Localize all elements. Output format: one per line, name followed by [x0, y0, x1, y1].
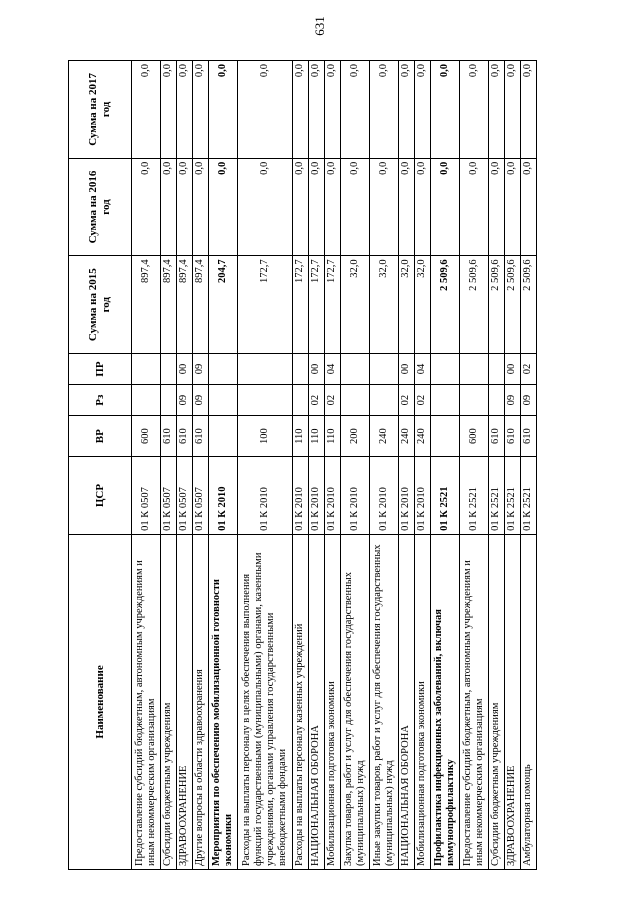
row-sum-2015: 32,0 — [399, 256, 415, 354]
row-pr: 00 — [399, 354, 415, 385]
row-pr — [370, 354, 399, 385]
row-pr: 09 — [193, 354, 209, 385]
row-sum-2017: 0,0 — [341, 61, 370, 159]
table-row — [505, 61, 521, 870]
row-sum-2015: 2 509,6 — [521, 256, 537, 354]
row-vr: 610 — [505, 416, 521, 457]
row-rz: 02 — [399, 385, 415, 416]
table-row — [431, 61, 460, 870]
row-name: Расходы на выплаты персоналу в целях обеспечения выполнения функций государственными (муниципальными) органами, казенными учреждениями, органами управления государственными внебюджетными фондами — [238, 534, 293, 869]
table-row — [460, 61, 489, 870]
row-pr: 00 — [309, 354, 325, 385]
row-sum-2016: 0,0 — [193, 158, 209, 256]
row-sum-2015: 172,7 — [325, 256, 341, 354]
row-csr: 01 К 2010 — [415, 457, 431, 535]
row-pr — [460, 354, 489, 385]
header-sum-2017: Сумма на 2017 год — [69, 61, 132, 159]
row-name: ЗДРАВООХРАНЕНИЕ — [177, 534, 193, 869]
row-rz — [238, 385, 293, 416]
row-pr — [238, 354, 293, 385]
row-csr: 01 К 0507 — [177, 457, 193, 535]
table-row — [489, 61, 505, 870]
row-name: Мероприятия по обеспечению мобилизационной готовности экономики — [209, 534, 238, 869]
row-name: Закупка товаров, работ и услуг для обеспечения государственных (муниципальных) нужд — [341, 534, 370, 869]
row-sum-2015: 897,4 — [193, 256, 209, 354]
row-vr — [209, 416, 238, 457]
row-vr: 610 — [177, 416, 193, 457]
table-row — [209, 61, 238, 870]
row-rz — [431, 385, 460, 416]
row-rz: 09 — [177, 385, 193, 416]
row-sum-2017: 0,0 — [132, 61, 161, 159]
header-vr: ВР — [69, 416, 132, 457]
row-sum-2016: 0,0 — [489, 158, 505, 256]
row-sum-2015: 172,7 — [309, 256, 325, 354]
table-row — [161, 61, 177, 870]
row-vr: 240 — [415, 416, 431, 457]
row-vr: 600 — [132, 416, 161, 457]
row-sum-2016: 0,0 — [132, 158, 161, 256]
row-csr: 01 К 0507 — [132, 457, 161, 535]
header-name: Наименование — [69, 534, 132, 869]
row-pr: 04 — [415, 354, 431, 385]
row-sum-2016: 0,0 — [431, 158, 460, 256]
row-sum-2016: 0,0 — [209, 158, 238, 256]
row-name: Мобилизационная подготовка экономики — [325, 534, 341, 869]
row-pr — [341, 354, 370, 385]
row-sum-2017: 0,0 — [521, 61, 537, 159]
row-name: Другие вопросы в области здравоохранения — [193, 534, 209, 869]
row-sum-2017: 0,0 — [431, 61, 460, 159]
row-sum-2017: 0,0 — [325, 61, 341, 159]
row-csr: 01 К 2010 — [341, 457, 370, 535]
row-pr — [489, 354, 505, 385]
row-csr: 01 К 2010 — [399, 457, 415, 535]
row-pr — [132, 354, 161, 385]
row-sum-2016: 0,0 — [161, 158, 177, 256]
row-name: ЗДРАВООХРАНЕНИЕ — [505, 534, 521, 869]
table-row — [325, 61, 341, 870]
row-sum-2017: 0,0 — [293, 61, 309, 159]
row-rz — [489, 385, 505, 416]
row-sum-2016: 0,0 — [309, 158, 325, 256]
row-pr — [431, 354, 460, 385]
row-sum-2017: 0,0 — [505, 61, 521, 159]
row-sum-2015: 2 509,6 — [460, 256, 489, 354]
row-pr — [161, 354, 177, 385]
row-name: Субсидии бюджетным учреждениям — [161, 534, 177, 869]
row-csr: 01 К 2521 — [521, 457, 537, 535]
row-name: Иные закупки товаров, работ и услуг для обеспечения государственных (муниципальных) нужд — [370, 534, 399, 869]
row-sum-2015: 204,7 — [209, 256, 238, 354]
row-csr: 01 К 2010 — [370, 457, 399, 535]
row-csr: 01 К 0507 — [161, 457, 177, 535]
row-name: Расходы на выплаты персоналу казенных учреждений — [293, 534, 309, 869]
row-vr: 600 — [460, 416, 489, 457]
row-name: Предоставление субсидий бюджетным, автономным учреждениям и иным некоммерческим организациям — [460, 534, 489, 869]
row-pr — [209, 354, 238, 385]
table-row — [399, 61, 415, 870]
row-vr: 610 — [161, 416, 177, 457]
row-rz — [209, 385, 238, 416]
row-rz — [341, 385, 370, 416]
row-vr: 610 — [521, 416, 537, 457]
row-sum-2016: 0,0 — [341, 158, 370, 256]
row-csr: 01 К 2521 — [505, 457, 521, 535]
header-csr: ЦСР — [69, 457, 132, 535]
row-sum-2017: 0,0 — [399, 61, 415, 159]
row-pr: 04 — [325, 354, 341, 385]
row-rz: 09 — [505, 385, 521, 416]
row-sum-2015: 2 509,6 — [489, 256, 505, 354]
row-sum-2017: 0,0 — [209, 61, 238, 159]
row-csr: 01 К 2010 — [293, 457, 309, 535]
page-number: 631 — [312, 16, 327, 36]
table-row — [521, 61, 537, 870]
row-name: НАЦИОНАЛЬНАЯ ОБОРОНА — [309, 534, 325, 869]
row-rz: 02 — [325, 385, 341, 416]
table-row — [238, 61, 293, 870]
row-sum-2016: 0,0 — [370, 158, 399, 256]
row-rz: 09 — [521, 385, 537, 416]
row-sum-2015: 32,0 — [370, 256, 399, 354]
row-vr — [431, 416, 460, 457]
table-row — [132, 61, 161, 870]
row-csr: 01 К 2010 — [209, 457, 238, 535]
row-rz — [161, 385, 177, 416]
row-csr: 01 К 2010 — [238, 457, 293, 535]
row-name: Субсидии бюджетным учреждениям — [489, 534, 505, 869]
row-sum-2016: 0,0 — [460, 158, 489, 256]
row-name: Амбулаторная помощь — [521, 534, 537, 869]
row-sum-2015: 172,7 — [293, 256, 309, 354]
row-csr: 01 К 2010 — [309, 457, 325, 535]
row-csr: 01 К 2521 — [460, 457, 489, 535]
table-row — [370, 61, 399, 870]
budget-table-container — [68, 60, 534, 870]
table-row — [177, 61, 193, 870]
row-csr: 01 К 2521 — [431, 457, 460, 535]
row-sum-2015: 897,4 — [177, 256, 193, 354]
row-sum-2015: 897,4 — [161, 256, 177, 354]
row-sum-2017: 0,0 — [238, 61, 293, 159]
row-sum-2016: 0,0 — [415, 158, 431, 256]
row-sum-2015: 32,0 — [415, 256, 431, 354]
row-rz: 09 — [193, 385, 209, 416]
row-vr: 110 — [293, 416, 309, 457]
table-row — [293, 61, 309, 870]
table-header-row — [69, 61, 132, 870]
header-sum-2016: Сумма на 2016 год — [69, 158, 132, 256]
row-name: Профилактика инфекционных заболеваний, включая иммунопрофилактику — [431, 534, 460, 869]
row-vr: 610 — [193, 416, 209, 457]
row-rz — [132, 385, 161, 416]
row-pr: 00 — [177, 354, 193, 385]
row-sum-2016: 0,0 — [177, 158, 193, 256]
row-csr: 01 К 2010 — [325, 457, 341, 535]
row-sum-2015: 2 509,6 — [505, 256, 521, 354]
row-sum-2016: 0,0 — [293, 158, 309, 256]
row-csr: 01 К 2521 — [489, 457, 505, 535]
header-sum-2015: Сумма на 2015 год — [69, 256, 132, 354]
row-vr: 110 — [309, 416, 325, 457]
row-vr: 610 — [489, 416, 505, 457]
row-pr: 02 — [521, 354, 537, 385]
row-csr: 01 К 0507 — [193, 457, 209, 535]
row-rz — [460, 385, 489, 416]
row-sum-2015: 2 509,6 — [431, 256, 460, 354]
row-name: Мобилизационная подготовка экономики — [415, 534, 431, 869]
row-pr — [293, 354, 309, 385]
row-sum-2017: 0,0 — [489, 61, 505, 159]
row-vr: 240 — [370, 416, 399, 457]
row-name: Предоставление субсидий бюджетным, автономным учреждениям и иным некоммерческим организациям — [132, 534, 161, 869]
row-vr: 100 — [238, 416, 293, 457]
row-rz — [370, 385, 399, 416]
row-sum-2015: 897,4 — [132, 256, 161, 354]
table-row — [341, 61, 370, 870]
row-vr: 200 — [341, 416, 370, 457]
row-sum-2016: 0,0 — [521, 158, 537, 256]
row-rz: 02 — [415, 385, 431, 416]
row-pr: 00 — [505, 354, 521, 385]
row-sum-2015: 32,0 — [341, 256, 370, 354]
table-body — [132, 61, 537, 870]
row-sum-2017: 0,0 — [161, 61, 177, 159]
row-sum-2017: 0,0 — [177, 61, 193, 159]
row-sum-2017: 0,0 — [460, 61, 489, 159]
table-row — [309, 61, 325, 870]
row-sum-2015: 172,7 — [238, 256, 293, 354]
table-row — [415, 61, 431, 870]
row-sum-2016: 0,0 — [399, 158, 415, 256]
row-rz: 02 — [309, 385, 325, 416]
row-sum-2017: 0,0 — [309, 61, 325, 159]
budget-table — [68, 60, 537, 870]
row-name: НАЦИОНАЛЬНАЯ ОБОРОНА — [399, 534, 415, 869]
row-sum-2016: 0,0 — [238, 158, 293, 256]
row-sum-2016: 0,0 — [505, 158, 521, 256]
row-sum-2016: 0,0 — [325, 158, 341, 256]
row-vr: 240 — [399, 416, 415, 457]
row-rz — [293, 385, 309, 416]
row-sum-2017: 0,0 — [415, 61, 431, 159]
header-pr: ПР — [69, 354, 132, 385]
header-rz: Рз — [69, 385, 132, 416]
table-row — [193, 61, 209, 870]
row-sum-2017: 0,0 — [370, 61, 399, 159]
row-sum-2017: 0,0 — [193, 61, 209, 159]
row-vr: 110 — [325, 416, 341, 457]
